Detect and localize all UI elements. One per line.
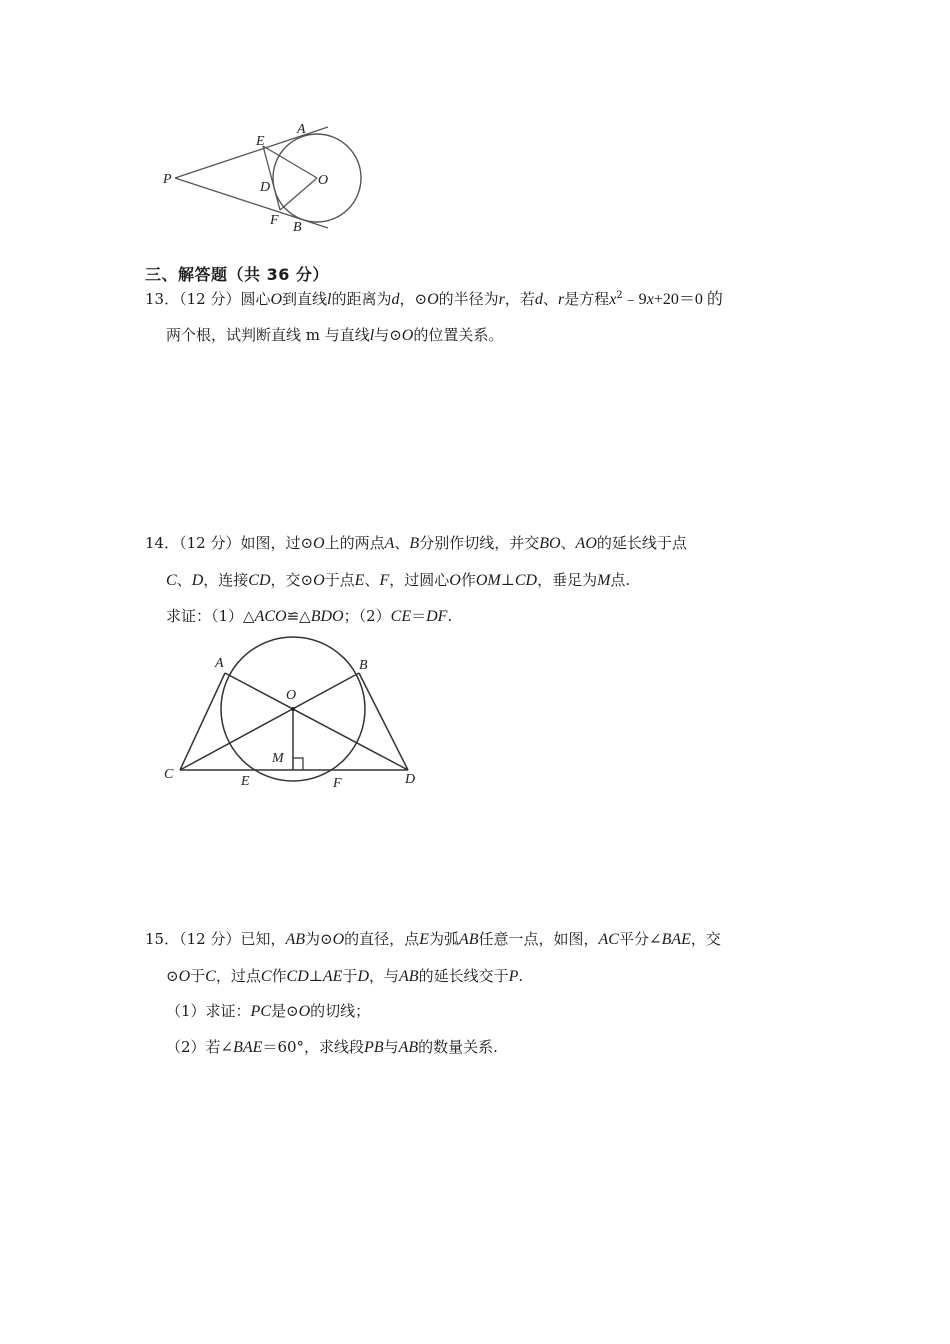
tangent-ca — [180, 673, 225, 770]
q13-line2: 两个根，试判断直线 m 与直线l与⊙O的位置关系。 — [166, 326, 504, 344]
label-e: E — [256, 134, 265, 149]
segment-ef — [263, 146, 280, 210]
label-f: F — [270, 213, 279, 228]
label-d: D — [405, 772, 416, 787]
q15-line1: 15．（12 分）已知，AB为⊙O的直径，点E为弧AB任意一点，如图，AC平分∠BAE，交 — [145, 930, 721, 948]
section-title: 三、解答题（共 36 分） — [145, 265, 329, 284]
right-angle-mark — [293, 758, 303, 770]
label-o: O — [318, 173, 329, 188]
label-m: M — [272, 751, 284, 766]
figure-tangent-circle — [160, 118, 380, 238]
q15-part2: （2）若∠BAE＝60°，求线段PB与AB的数量关系. — [166, 1038, 498, 1056]
label-d: D — [260, 180, 271, 195]
q15-part1: （1）求证：PC是⊙O的切线； — [166, 1002, 371, 1020]
q14-line2: C、D，连接CD，交⊙O于点E、F，过圆心O作OM⊥CD，垂足为M点. — [166, 571, 631, 589]
label-c: C — [164, 767, 174, 782]
label-p: P — [163, 172, 172, 187]
label-o: O — [286, 688, 297, 703]
label-e: E — [241, 774, 250, 789]
segment-ad — [225, 673, 408, 770]
tangent-pb — [175, 178, 328, 228]
segment-fo — [280, 178, 317, 210]
label-f: F — [333, 776, 342, 791]
label-a: A — [215, 656, 224, 671]
center-dot — [291, 707, 295, 711]
segment-eo — [263, 146, 317, 178]
q14-line3: 求证：（1）△ACO≌△BDO；（2）CE＝DF. — [166, 607, 453, 625]
q14-line1: 14．（12 分）如图，过⊙O上的两点A、B分别作切线，并交BO、AO的延长线于点 — [145, 534, 687, 552]
q13-line1: 13．（12 分）圆心O到直线l的距离为d，⊙O的半径为r，若d、r是方程$x^2﹣9x+20=0$ 的 — [145, 290, 723, 308]
label-a: A — [297, 122, 306, 137]
label-b: B — [293, 220, 302, 235]
figure-circle-trapezoid — [155, 635, 430, 795]
tangent-db — [359, 673, 408, 770]
segment-bc — [180, 673, 359, 770]
q15-line2: ⊙O于C，过点C作CD⊥AE于D，与AB的延长线交于P. — [166, 967, 524, 985]
label-b: B — [359, 658, 368, 673]
